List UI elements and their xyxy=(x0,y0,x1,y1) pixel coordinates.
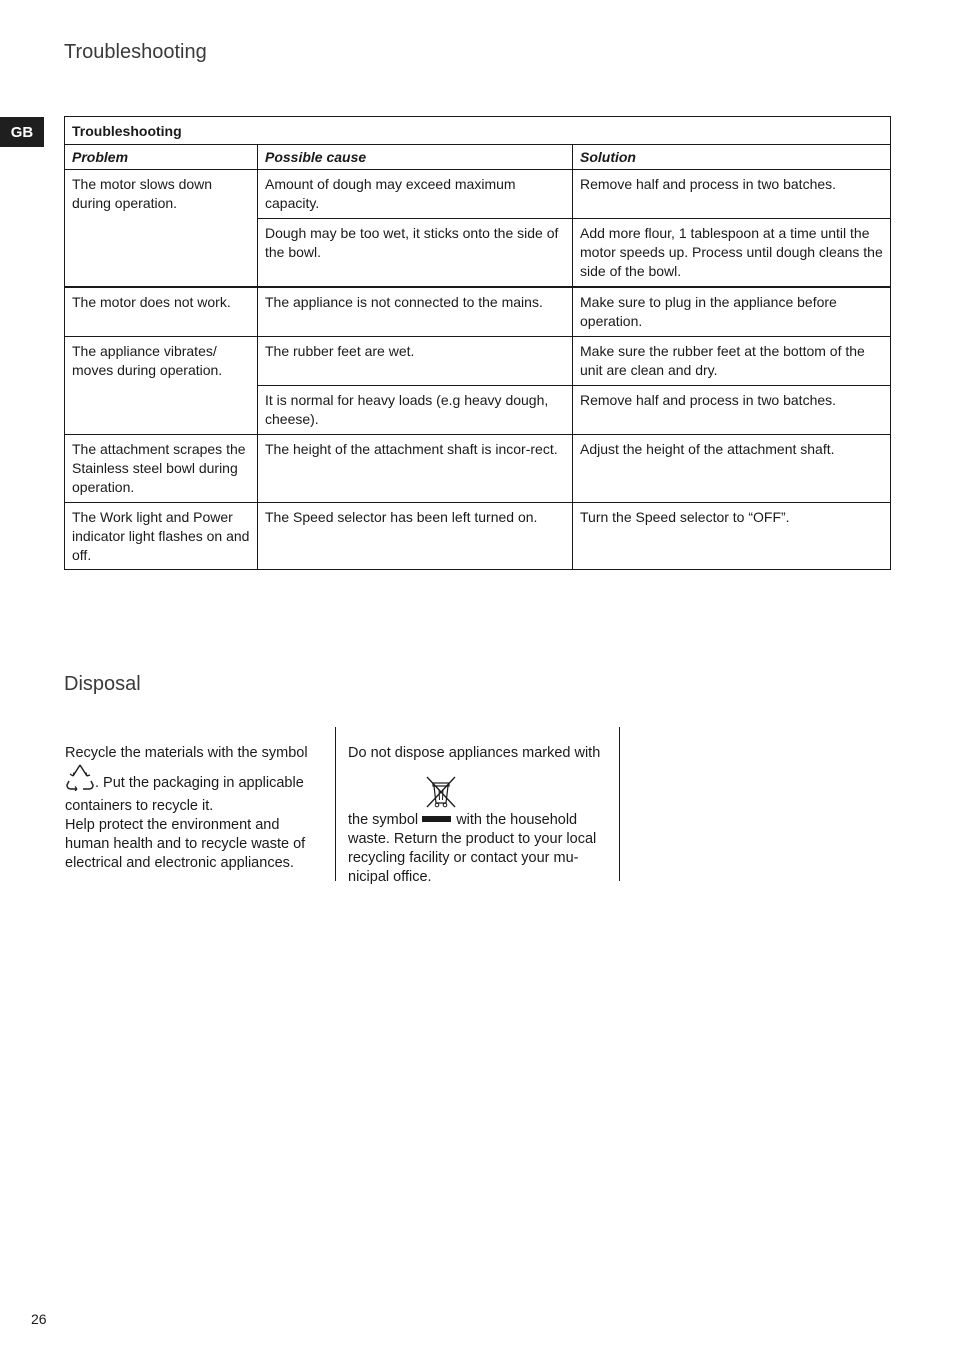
recycle-text-intro: Recycle the materials with the symbol xyxy=(65,745,308,761)
table-row xyxy=(65,287,891,337)
table-row xyxy=(65,435,891,503)
disposal-recycle-text xyxy=(65,744,327,873)
cause-cell: The Speed selector has been left turned on. xyxy=(258,503,573,570)
column-header-cause: Possible cause xyxy=(258,145,573,170)
solution-cell: Adjust the height of the attachment shaft. xyxy=(573,435,891,503)
cause-cell: It is normal for heavy loads (e.g heavy dough, cheese). xyxy=(258,386,573,435)
problem-cell: The motor slows down during operation. xyxy=(65,170,258,288)
recycle-icon xyxy=(65,763,95,797)
cause-cell: Dough may be too wet, it sticks onto the side of the bowl. xyxy=(258,219,573,288)
cause-cell: Amount of dough may exceed maximum capacity. xyxy=(258,170,573,219)
problem-cell: The appliance vibrates/ moves during operation. xyxy=(65,337,258,435)
table-row xyxy=(65,503,891,570)
column-header-problem: Problem xyxy=(65,145,258,170)
recycle-text-protect: Help protect the environment and human health and to recycle waste of electrical and electronic appliances. xyxy=(65,817,306,871)
solution-cell: Make sure to plug in the appliance before operation. xyxy=(573,287,891,337)
weee-text-symbol: the symbol xyxy=(348,812,419,828)
recycle-text-packaging: . Put the packaging in applicable containers to recycle it. xyxy=(65,775,304,814)
page-number: 26 xyxy=(31,1311,47,1327)
table-title: Troubleshooting xyxy=(65,117,891,145)
bin-underline-bar-icon xyxy=(422,811,452,830)
disposal-heading: Disposal xyxy=(64,673,141,695)
solution-cell: Make sure the rubber feet at the bottom of the unit are clean and dry. xyxy=(573,337,891,386)
weee-text-household: with the household waste. Return the product to your local recycling facility or contact your mu-nicipal office. xyxy=(348,812,597,885)
troubleshooting-table xyxy=(64,116,891,570)
problem-cell: The attachment scrapes the Stainless steel bowl during operation. xyxy=(65,435,258,503)
weee-text-intro: Do not dispose appliances marked with xyxy=(348,745,601,761)
solution-cell: Turn the Speed selector to “OFF”. xyxy=(573,503,891,570)
column-header-solution: Solution xyxy=(573,145,891,170)
problem-cell: The motor does not work. xyxy=(65,287,258,337)
troubleshooting-heading: Troubleshooting xyxy=(64,41,207,63)
solution-cell: Remove half and process in two batches. xyxy=(573,170,891,219)
column-divider xyxy=(619,727,620,881)
cause-cell: The height of the attachment shaft is incor-rect. xyxy=(258,435,573,503)
disposal-weee-text xyxy=(348,744,610,887)
cause-cell: The rubber feet are wet. xyxy=(258,337,573,386)
table-row xyxy=(65,170,891,219)
problem-cell: The Work light and Power indicator light flashes on and off. xyxy=(65,503,258,570)
cause-cell: The appliance is not connected to the mains. xyxy=(258,287,573,337)
column-divider xyxy=(335,727,336,881)
table-row xyxy=(65,337,891,386)
crossed-bin-icon xyxy=(424,775,458,815)
solution-cell: Add more flour, 1 tablespoon at a time until the motor speeds up. Process until dough cleans the side of the bowl. xyxy=(573,219,891,288)
bin-symbol-row xyxy=(348,775,610,811)
solution-cell: Remove half and process in two batches. xyxy=(573,386,891,435)
language-tab: GB xyxy=(0,117,44,147)
